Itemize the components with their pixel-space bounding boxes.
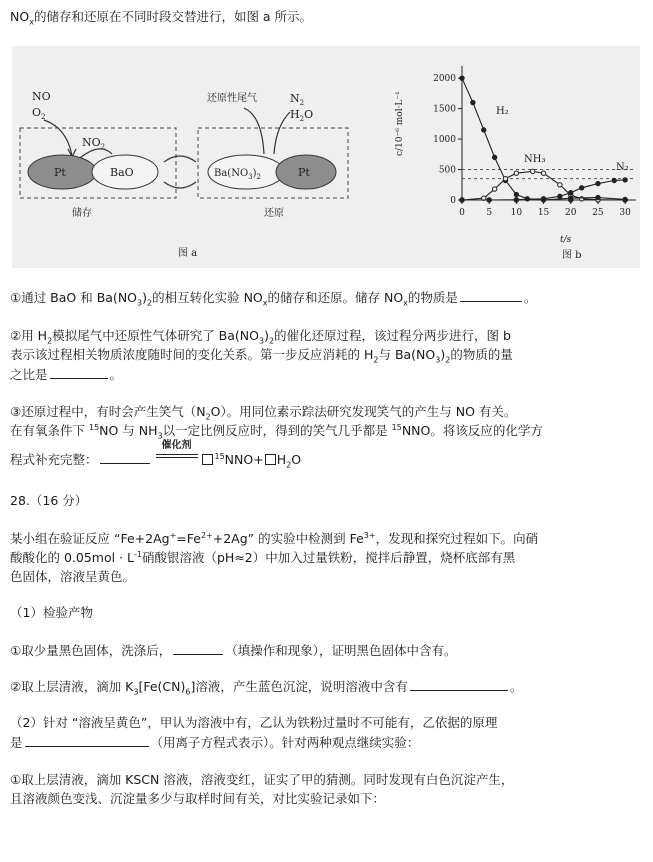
series-point-1: [530, 169, 534, 173]
series-point-3: [569, 196, 573, 200]
arrow-in: [44, 120, 72, 156]
q3-line-2: 在有氧条件下 $^{15}$NO 与 $NH_3$以一定比例反应时，得到的笑气几乎都是 $^{15}$NNO。将该反应的化学方: [10, 422, 543, 441]
series-point-1: [558, 183, 562, 187]
coefficient-box-2[interactable]: [265, 454, 276, 465]
s2a-line-1: ①取上层清液，滴加 KSCN 溶液，溶液变红，证实了甲的猜测。同时发现有白色沉淀产生，: [10, 772, 514, 787]
arrow-gas: [244, 108, 264, 154]
fig-a-bano3: $Ba(NO_3)_2$: [214, 168, 262, 181]
fig-a-store: 储存: [72, 208, 92, 219]
series-point-3: [541, 198, 545, 202]
series-point-0: [460, 76, 464, 80]
s2-answer-blank[interactable]: [25, 733, 149, 747]
s1a-line: ①取少量黑色固体，洗涤后， （填操作和现象），证明黑色固体中含有。: [10, 643, 457, 658]
series-point-0: [514, 192, 518, 196]
fig-b-caption: 图 b: [562, 250, 582, 261]
y-tick-label: 1500: [433, 104, 456, 115]
x-tick-label: 5: [486, 208, 493, 218]
fig-a-reduce: 还原: [264, 208, 284, 219]
series-point-2: [623, 178, 627, 182]
q1-answer-blank[interactable]: [460, 288, 522, 302]
s2-line-2: 是 （用离子方程式表示）。针对两种观点继续实验：: [10, 735, 420, 750]
q2-line-1: ②用 $H_2$模拟尾气中还原性气体研究了 $Ba(NO_3)_2$的催化还原过程，该过程分两步进行，图 b: [10, 328, 511, 346]
x-tick-label: 25: [592, 208, 604, 218]
series-point-1: [579, 197, 583, 201]
y-tick-label: 0: [450, 196, 456, 206]
fig-a-h2o: $H_2O$: [290, 108, 314, 123]
x-tick-label: 30: [619, 208, 631, 218]
series-point-2: [596, 181, 600, 185]
series-point-1: [541, 171, 545, 175]
exchange-arrow-bottom: [164, 182, 196, 188]
fig-a-no2: $NO_2$: [82, 136, 106, 151]
q2-answer-blank[interactable]: [50, 365, 108, 379]
figure-svg: [12, 46, 640, 268]
x-tick-label: 15: [537, 208, 550, 218]
catalyst-arrow: 催化剂: [156, 446, 198, 464]
q28-intro-line-3: 色固体，溶液呈黄色。: [10, 569, 136, 584]
series-label-nh3: NH₃: [524, 154, 546, 165]
intro-line: $NO_x$的储存和还原在不同时段交替进行，如图 a 所示。: [10, 9, 313, 27]
fig-a-o2: $O_2$: [32, 106, 46, 121]
q2-line-2: 表示该过程相关物质浓度随时间的变化关系。第一步反应消耗的 $H_2$与 $Ba(NO_3)_2$的物质的量: [10, 347, 513, 365]
q2-line-3: 之比是 。: [10, 367, 123, 382]
q1-line: ①通过 BaO 和 $Ba(NO_3)_2$的相互转化实验 $NO_x$的储存和还原。储存 $NO_x$的物质是 。: [10, 290, 537, 308]
s1-title: （1）检验产物: [10, 605, 93, 620]
series-point-3: [460, 198, 464, 202]
q3-line-3: 程式补充完整： 催化剂 $^{15}NNO+ H_2O$: [10, 440, 302, 470]
fig-a-n2: $N_2$: [290, 92, 305, 107]
x-tick-label: 20: [565, 208, 577, 218]
series-point-2: [569, 190, 573, 194]
figure-b-chart: [395, 66, 636, 261]
series-point-1: [514, 171, 518, 175]
y-tick-label: 2000: [433, 74, 456, 85]
series-point-2: [579, 186, 583, 190]
series-point-3: [623, 197, 627, 201]
y-axis-label: c/10⁻⁶ mol·L⁻¹: [395, 91, 405, 156]
fig-a-pt1: Pt: [54, 166, 66, 179]
series-line-0: [462, 78, 625, 200]
arrow-no2: [80, 149, 112, 158]
exchange-arrow-top: [164, 156, 196, 162]
series-label-h2: H₂: [496, 106, 509, 117]
figure-a: [20, 90, 348, 259]
series-point-1: [503, 176, 507, 180]
series-point-3: [487, 198, 491, 202]
series-point-0: [471, 100, 475, 104]
q3-line-1: ③还原过程中，有时会产生笑气$(N_2O)$。用同位素示踪法研究发现笑气的产生与 NO 有关。: [10, 404, 517, 422]
q28-title: 28.（16 分）: [10, 493, 88, 508]
x-tick-label: 0: [459, 208, 465, 218]
series-point-2: [612, 178, 616, 182]
series-point-0: [492, 155, 496, 159]
q28-intro-line-2: 酸酸化的 $0.05mol \cdot L^{-1}$硝酸银溶液（pH≈2）中加入过量铁粉，搅拌后静置，烧杯底部有黑: [10, 549, 516, 565]
fig-a-no: NO: [32, 90, 51, 103]
coefficient-box-1[interactable]: [202, 454, 213, 465]
series-point-0: [482, 128, 486, 132]
s2-line-1: （2）针对 “溶液呈黄色”，甲认为溶液中有，乙认为铁粉过量时不可能有，乙依据的原理: [10, 715, 498, 730]
series-point-3: [596, 195, 600, 199]
s1a-answer-blank[interactable]: [173, 641, 223, 655]
fig-a-caption: 图 a: [178, 248, 198, 259]
series-point-2: [558, 194, 562, 198]
s2a-line-2: 且溶液颜色变浅、沉淀量多少与取样时间有关，对比实验记录如下：: [10, 791, 386, 806]
q3-answer-blank[interactable]: [100, 450, 150, 464]
x-axis-label: t/s: [560, 235, 572, 245]
series-label-n2: N₂: [616, 162, 629, 173]
fig-a-pt2: Pt: [298, 166, 310, 179]
y-tick-label: 1000: [433, 135, 456, 146]
series-point-3: [514, 198, 518, 202]
s1b-line: ②取上层清液，滴加 $K_3[Fe(CN)_6]$溶液，产生蓝色沉淀，说明溶液中含有 。: [10, 679, 523, 697]
x-tick-label: 10: [510, 208, 523, 218]
y-tick-label: 500: [438, 165, 456, 176]
arrow-out: [274, 112, 290, 154]
figure-panel: [12, 46, 640, 268]
fig-a-bao: BaO: [110, 166, 134, 179]
fig-a-reducing-gas: 还原性尾气: [207, 93, 257, 104]
q28-intro-line-1: 某小组在验证反应 “$Fe+2Ag^+=Fe^{2+}+2Ag$” 的实验中检测到 $Fe^{3+}$，发现和探究过程如下。向硝: [10, 530, 539, 546]
s1b-answer-blank[interactable]: [410, 677, 508, 691]
series-point-1: [492, 187, 496, 191]
